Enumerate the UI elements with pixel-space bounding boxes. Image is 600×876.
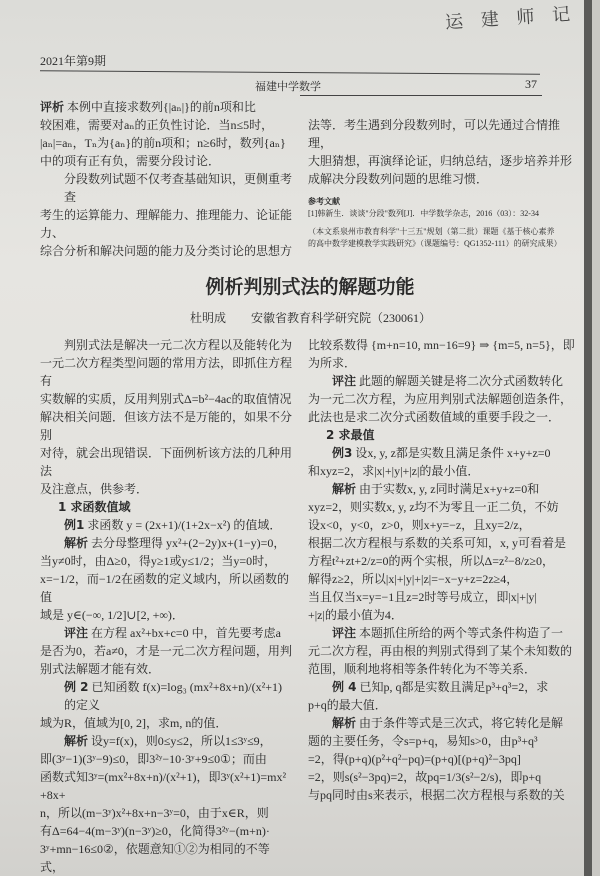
text-line	[40, 98, 292, 116]
line-text: 中的项有正有负，需要分段讨论．	[40, 154, 221, 168]
run-in-label: 评注	[64, 626, 89, 640]
text-line	[308, 660, 580, 678]
text-line	[308, 732, 580, 750]
body-section	[40, 336, 580, 876]
line-text: 为一元二次方程，为应用判别式法解题创造条件，	[308, 392, 573, 406]
left-body-column	[40, 336, 292, 876]
text-line	[40, 534, 292, 552]
line-text: 考生的运算能力、理解能力、推理能力、论证能力、	[40, 208, 293, 240]
line-text: 求函数 y = (2x+1)/(1+2x−x²) 的值域．	[84, 518, 282, 532]
section-heading: 1 求函数值域	[58, 500, 131, 514]
text-line	[308, 642, 580, 660]
journal-name: 福建中学数学	[255, 81, 321, 93]
text-line	[40, 660, 292, 678]
funding-note-line: 的高中数学建模教学实践研究》（课题编号：QG1352-111）的研究成果）	[308, 239, 562, 248]
text-line	[40, 822, 292, 840]
line-text: =2，得(p+q)(p²+q²−pq)=(p+q)[(p+q)²−3pq]	[308, 752, 521, 766]
line-text: 已知p, q都是实数且满足p³+q³=2，求	[356, 680, 549, 694]
text-line	[308, 696, 580, 714]
text-line	[40, 354, 292, 390]
text-line	[40, 804, 292, 822]
text-line	[40, 552, 292, 570]
line-text: 综合分析和解决问题的能力及分类讨论的思想方	[40, 244, 293, 258]
author-name: 杜明成	[190, 311, 227, 325]
text-line	[40, 570, 292, 606]
line-text: 解决相关问题．但该方法不是万能的，如果不分别	[40, 410, 293, 442]
funding-note-line: （本文系泉州市教育科学"十三五"规划（第二批）课题《基于核心素养	[308, 227, 555, 236]
text-line	[40, 206, 292, 242]
text-line	[40, 480, 292, 498]
run-in-label: 解析	[64, 536, 89, 550]
run-in-label: 解析	[332, 482, 357, 496]
page-edge	[584, 0, 592, 876]
right-body-column	[308, 336, 580, 804]
line-text: 有Δ=64−4(m−3ʸ)(n−3ʸ)≥0，化简得3²ʸ−(m+n)·	[40, 824, 270, 838]
article-title: 例析判别式法的解题功能	[205, 276, 415, 298]
references	[308, 196, 580, 250]
line-text: 比较系数得 {m+n=10, mn−16=9} ⇒ {m=5, n=5}，即为所求．	[308, 338, 575, 370]
text-line	[308, 588, 580, 606]
line-text: 范围，顺利地将相等条件转化为不等关系．	[308, 662, 537, 676]
line-text: 元二次方程，再由根的判别式得到了某个未知数的	[308, 644, 573, 658]
top-left-column	[40, 98, 292, 260]
line-text: 方程t²+zt+2/z=0的两个实根，所以Δ=z²−8/z≥0，	[308, 554, 554, 568]
line-text: 判别式法是解决一元二次方程以及能转化为	[64, 338, 293, 352]
line-text: 较困难，需要对aₙ的正负性讨论．当n≤5时，	[40, 118, 274, 132]
line-text: 域是 y∈(−∞, 1/2]∪[2, +∞)．	[40, 608, 184, 622]
line-text: 3ʸ+mn−16≤0②，依题意知①②为相同的不等式，	[40, 842, 270, 874]
text-line: 成解决分段数列问题的思维习惯．	[308, 172, 489, 186]
top-right-area	[308, 98, 580, 250]
run-in-label: 例 2	[64, 680, 89, 694]
run-in-label: 例 4	[332, 680, 357, 694]
line-text: 及注意点，供参考．	[40, 482, 149, 496]
line-text: 由于条件等式是三次式，将它转化是解	[356, 716, 564, 730]
text-line	[308, 516, 580, 534]
byline	[40, 309, 580, 326]
line-text: 此法也是求二次分式函数值域的重要手段之一．	[308, 410, 561, 424]
line-text: x=−1/2，而−1/2在函数的定义域内，所以函数的值	[40, 572, 289, 604]
line-text: 设y=f(x)，则0≤y≤2，所以1≤3ʸ≤9，	[88, 734, 272, 748]
text-line	[308, 498, 580, 516]
line-text: 一元二次方程类型问题的常用方法，即抓住方程有	[40, 356, 293, 388]
text-line	[40, 624, 292, 642]
line-text: n，所以(m−3ʸ)x²+8x+n−3ʸ=0，由于x∈R，则	[40, 806, 269, 820]
text-line	[308, 534, 580, 552]
line-text: 此题的解题关键是将二次分式函数转化	[356, 374, 564, 388]
text-line	[40, 390, 292, 408]
line-text: p+q的最大值．	[308, 698, 387, 712]
text-line	[308, 444, 580, 462]
line-text: 和xyz=2，求|x|+|y|+|z|的最小值．	[308, 464, 480, 478]
line-text: 解得z≥2，所以|x|+|y|+|z|=−x−y+z=2z≥4，	[308, 572, 519, 586]
references-heading: 参考文献	[308, 197, 340, 206]
text-line	[40, 444, 292, 480]
run-in-label: 例3	[332, 446, 353, 460]
run-in-label: 评注	[332, 374, 357, 388]
text-line: 法等．考生遇到分段数列时，可以先通过合情推理，	[308, 118, 561, 150]
line-text: 域为R，值域为[0, 2]，求m, n的值．	[40, 716, 228, 730]
run-in-label: 评注	[332, 626, 357, 640]
line-text: =2，则s(s²−3pq)=2，故pq=1/3(s²−2/s)，即p+q	[308, 770, 542, 784]
text-line	[308, 372, 580, 390]
line-text: 实数解的实质，反用判别式Δ=b²−4ac的取值情况	[40, 392, 292, 406]
text-line	[40, 750, 292, 768]
line-text: 设x, y, z都是实数且满足条件 x+y+z=0	[352, 446, 551, 460]
line-text: 当且仅当x=y=−1且z=2时等号成立，即|x|+|y|	[308, 590, 537, 604]
text-line	[40, 678, 292, 714]
run-in-label: 解析	[332, 716, 357, 730]
text-line	[40, 516, 292, 534]
text-line	[308, 480, 580, 498]
page-number: 37	[525, 77, 537, 91]
text-line: 大胆猜想，再演绎论证，归纳总结，逐步培养并形	[308, 154, 573, 168]
issue-label: 2021年第9期	[40, 54, 107, 68]
line-text: 本题抓住所给的两个等式条件构造了一	[356, 626, 564, 640]
line-text: |aₙ|=aₙ，Tₙ为{aₙ}的前n项和；n≥6时，数列{aₙ}	[40, 136, 286, 150]
text-line	[40, 336, 292, 354]
text-line	[40, 242, 292, 260]
text-line	[40, 606, 292, 624]
text-line	[40, 408, 292, 444]
line-text: 在方程 ax²+bx+c=0 中，首先要考虑a	[88, 626, 281, 640]
line-text: +|z|的最小值为4．	[308, 608, 403, 622]
affiliation: 安徽省教育科学研究院（230061）	[251, 311, 432, 325]
text-line	[40, 116, 292, 134]
text-line	[308, 714, 580, 732]
line-text: 设x<0，y<0，z>0，则x+y=−z，且xy=2/z，	[308, 518, 531, 532]
line-text: 去分母整理得 yx²+(2−2y)x+(1−y)=0，	[88, 536, 286, 550]
line-text: 是否为0，若a≠0，才是一元二次方程问题，用判	[40, 644, 292, 658]
text-line	[308, 786, 580, 804]
handwritten-note: 运 建 师 记	[444, 3, 577, 34]
top-section	[40, 98, 580, 260]
line-text: 当y≠0时，由Δ≥0，得y≥1或y≤1/2；当y=0时，	[40, 554, 277, 568]
line-text: xyz=2，则实数x, y, z均不为零且一正二负，不妨	[308, 500, 559, 514]
text-line	[40, 840, 292, 876]
line-text: 本例中直接求数列{|aₙ|}的前n项和比	[64, 100, 256, 114]
text-line	[308, 768, 580, 786]
text-line	[40, 152, 292, 170]
text-line	[308, 624, 580, 642]
run-in-label: 解析	[64, 734, 89, 748]
line-text: 题的主要任务，令s=p+q，易知s>0，由p³+q³	[308, 734, 538, 748]
line-text: 根据二次方程根与系数的关系可知，x, y可看着是	[308, 536, 567, 550]
line-text: 函数式知3ʸ=(mx²+8x+n)/(x²+1)，即3ʸ(x²+1)=mx²+8x+	[40, 770, 287, 802]
text-line	[308, 390, 580, 408]
text-line	[308, 408, 580, 426]
text-line	[308, 336, 580, 372]
text-line	[308, 570, 580, 588]
text-line	[308, 552, 580, 570]
text-line	[308, 462, 580, 480]
run-in-label: 例1	[64, 518, 85, 532]
text-line	[308, 606, 580, 624]
line-text: 已知函数 f(x)=log₃ (mx²+8x+n)/(x²+1) 的定义	[64, 680, 282, 712]
run-in-label: 评析	[40, 100, 65, 114]
line-text: 由于实数x, y, z同时满足x+y+z=0和	[356, 482, 540, 496]
text-line	[40, 732, 292, 750]
line-text: 分段数列试题不仅考查基础知识，更侧重考查	[64, 172, 293, 204]
text-line	[40, 642, 292, 660]
text-line	[308, 750, 580, 768]
reference-item: [1]韩新生．谈谈"分段"数列[J]．中学数学杂志，2016（03）：32-34	[308, 209, 539, 218]
line-text: 与pq同时由s来表示，根据二次方程根与系数的关	[308, 788, 565, 802]
text-line	[40, 170, 292, 206]
line-text: 对待，就会出现错误．下面例析该方法的几种用法	[40, 446, 293, 478]
text-line	[40, 134, 292, 152]
text-line	[40, 714, 292, 732]
text-line	[308, 678, 580, 696]
top-right-column	[308, 116, 580, 188]
section-heading: 2 求最值	[326, 428, 375, 442]
line-text: 即(3ʸ−1)(3ʸ−9)≤0，即3²ʸ−10·3ʸ+9≤0①；而由	[40, 752, 267, 766]
line-text: 别式法解题才能有效．	[40, 662, 161, 676]
